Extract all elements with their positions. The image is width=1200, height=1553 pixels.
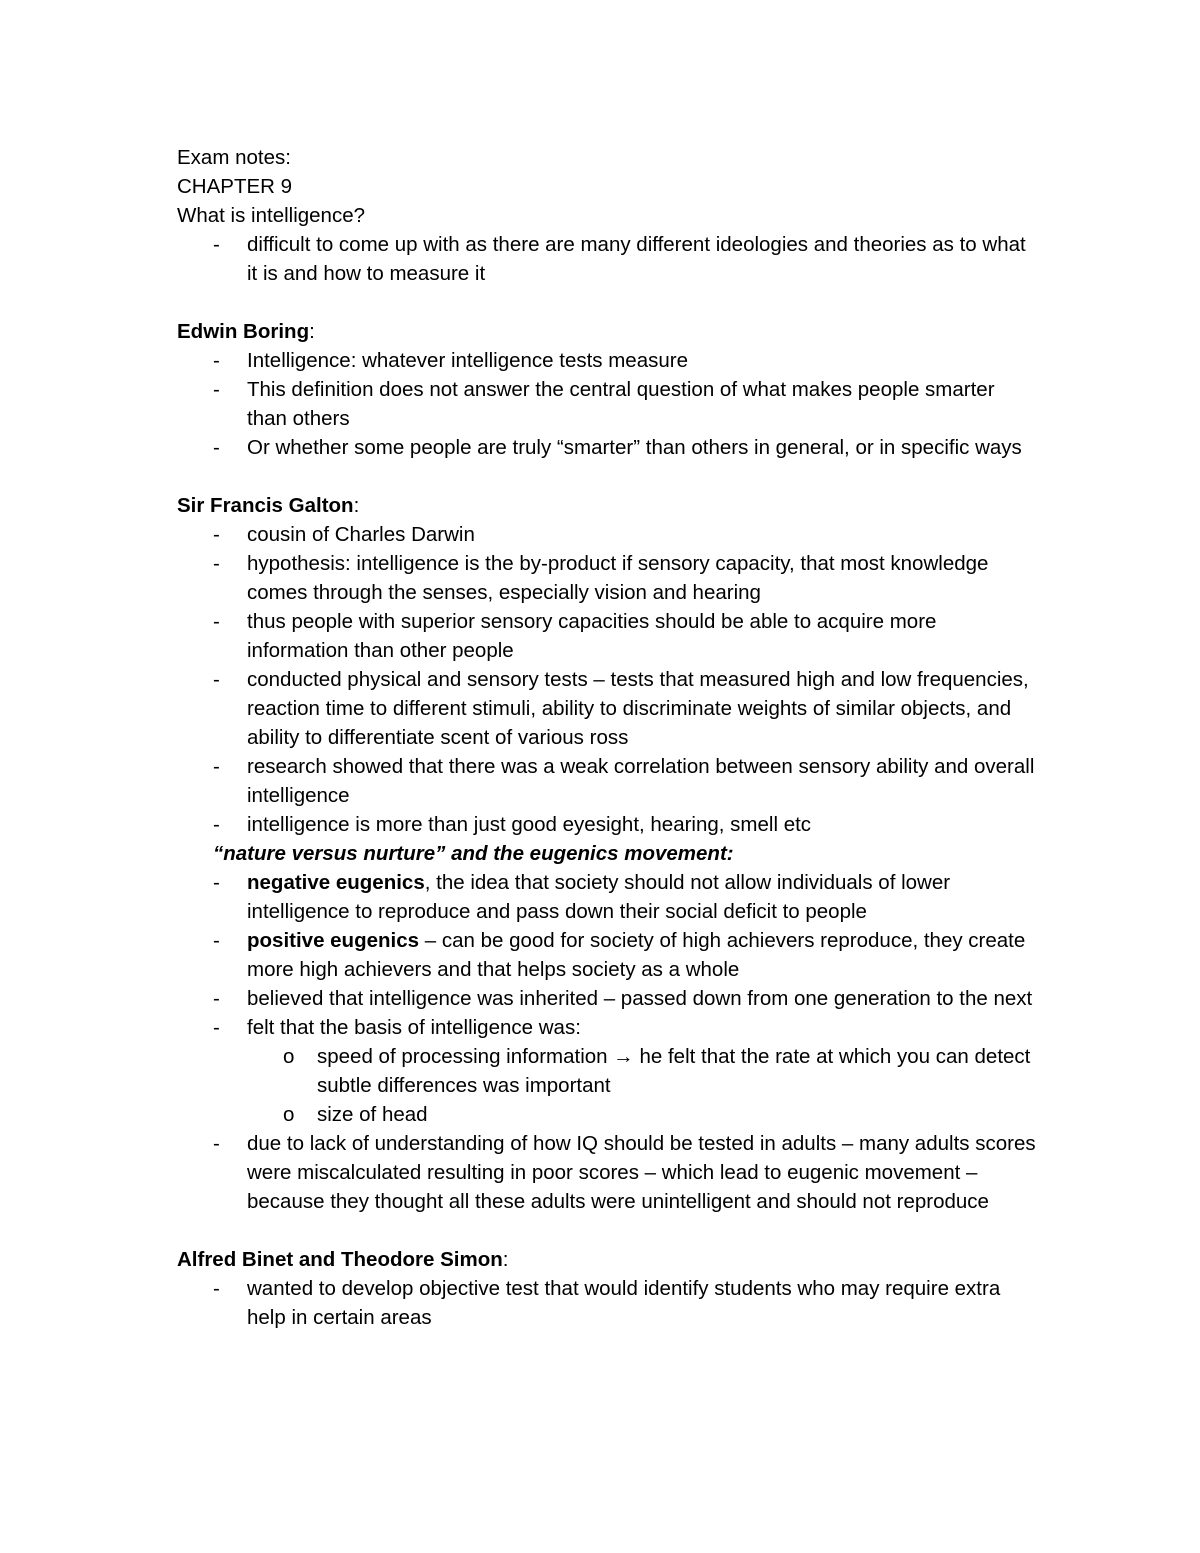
dash-bullet: -: [213, 929, 220, 952]
dash-bullet: -: [213, 436, 220, 459]
eugenics-list: [177, 868, 1037, 1216]
document-body: [177, 143, 1037, 1332]
list-item: - Or whether some people are truly “smarter” than others in general, or in specific ways: [177, 433, 1037, 462]
dash-bullet: -: [213, 755, 220, 778]
circle-bullet: o: [283, 1103, 295, 1126]
list-item: - positive eugenics – can be good for society of high achievers reproduce, they create more high achievers and that helps society as a whole: [177, 926, 1037, 984]
dash-bullet: -: [213, 378, 220, 401]
dash-bullet: -: [213, 523, 220, 546]
dash-bullet: -: [213, 610, 220, 633]
list-item: - research showed that there was a weak correlation between sensory ability and overall intelligence: [177, 752, 1037, 810]
circle-bullet: o: [283, 1045, 295, 1068]
list-item: - difficult to come up with as there are many different ideologies and theories as to what it is and how to measure it: [177, 230, 1037, 288]
boring-list: [177, 346, 1037, 462]
dash-bullet: -: [213, 813, 220, 836]
list-item: - wanted to develop objective test that would identify students who may require extra help in certain areas: [177, 1274, 1037, 1332]
dash-bullet: -: [213, 233, 220, 256]
chapter-label: CHAPTER 9: [177, 175, 293, 198]
dash-bullet: -: [213, 1277, 220, 1300]
list-item: - conducted physical and sensory tests – tests that measured high and low frequencies, reaction time to different stimuli, ability to discriminate weights of similar objects, and ability to differentiate scent of various ross: [177, 665, 1037, 752]
list-item: - due to lack of understanding of how IQ should be tested in adults – many adults scores were miscalculated resulting in poor scores – which lead to eugenic movement – because they thought all these adults were unintelligent and should not reproduce: [177, 1129, 1037, 1216]
list-item: - thus people with superior sensory capacities should be able to acquire more information than other people: [177, 607, 1037, 665]
section-heading-binet: Alfred Binet and Theodore Simon:: [177, 1248, 509, 1271]
dash-bullet: -: [213, 1132, 220, 1155]
list-item: - hypothesis: intelligence is the by-product if sensory capacity, that most knowledge comes through the senses, especially vision and hearing: [177, 549, 1037, 607]
sub-list-item: o size of head: [247, 1100, 1037, 1129]
sub-list-item: o speed of processing information → he felt that the rate at which you can detect subtle differences was important: [247, 1042, 1037, 1100]
section-heading-galton: Sir Francis Galton:: [177, 494, 360, 517]
list-item: - This definition does not answer the central question of what makes people smarter than others: [177, 375, 1037, 433]
document-title: Exam notes:: [177, 146, 291, 169]
dash-bullet: -: [213, 871, 220, 894]
dash-bullet: -: [213, 552, 220, 575]
list-item: - Intelligence: whatever intelligence tests measure: [177, 346, 1037, 375]
intro-list: [177, 230, 1037, 288]
section-heading-boring: Edwin Boring:: [177, 320, 315, 343]
list-item: - felt that the basis of intelligence was: o speed of processing information → he felt that the rate at which you can detect subtle differences was important o size of head: [177, 1013, 1037, 1129]
dash-bullet: -: [213, 349, 220, 372]
list-item: - intelligence is more than just good eyesight, hearing, smell etc: [177, 810, 1037, 839]
negative-eugenics-term: negative eugenics: [247, 871, 425, 894]
list-item: - negative eugenics, the idea that society should not allow individuals of lower intelligence to reproduce and pass down their social deficit to people: [177, 868, 1037, 926]
dash-bullet: -: [213, 668, 220, 691]
positive-eugenics-term: positive eugenics: [247, 929, 420, 952]
section-question: What is intelligence?: [177, 204, 366, 227]
dash-bullet: -: [213, 1016, 220, 1039]
dash-bullet: -: [213, 987, 220, 1010]
list-item: - believed that intelligence was inherited – passed down from one generation to the next: [177, 984, 1037, 1013]
binet-list: [177, 1274, 1037, 1332]
eugenics-subheading: “nature versus nurture” and the eugenics movement:: [213, 842, 734, 865]
galton-list: [177, 520, 1037, 839]
basis-sublist: [247, 1042, 1037, 1129]
list-item: - cousin of Charles Darwin: [177, 520, 1037, 549]
